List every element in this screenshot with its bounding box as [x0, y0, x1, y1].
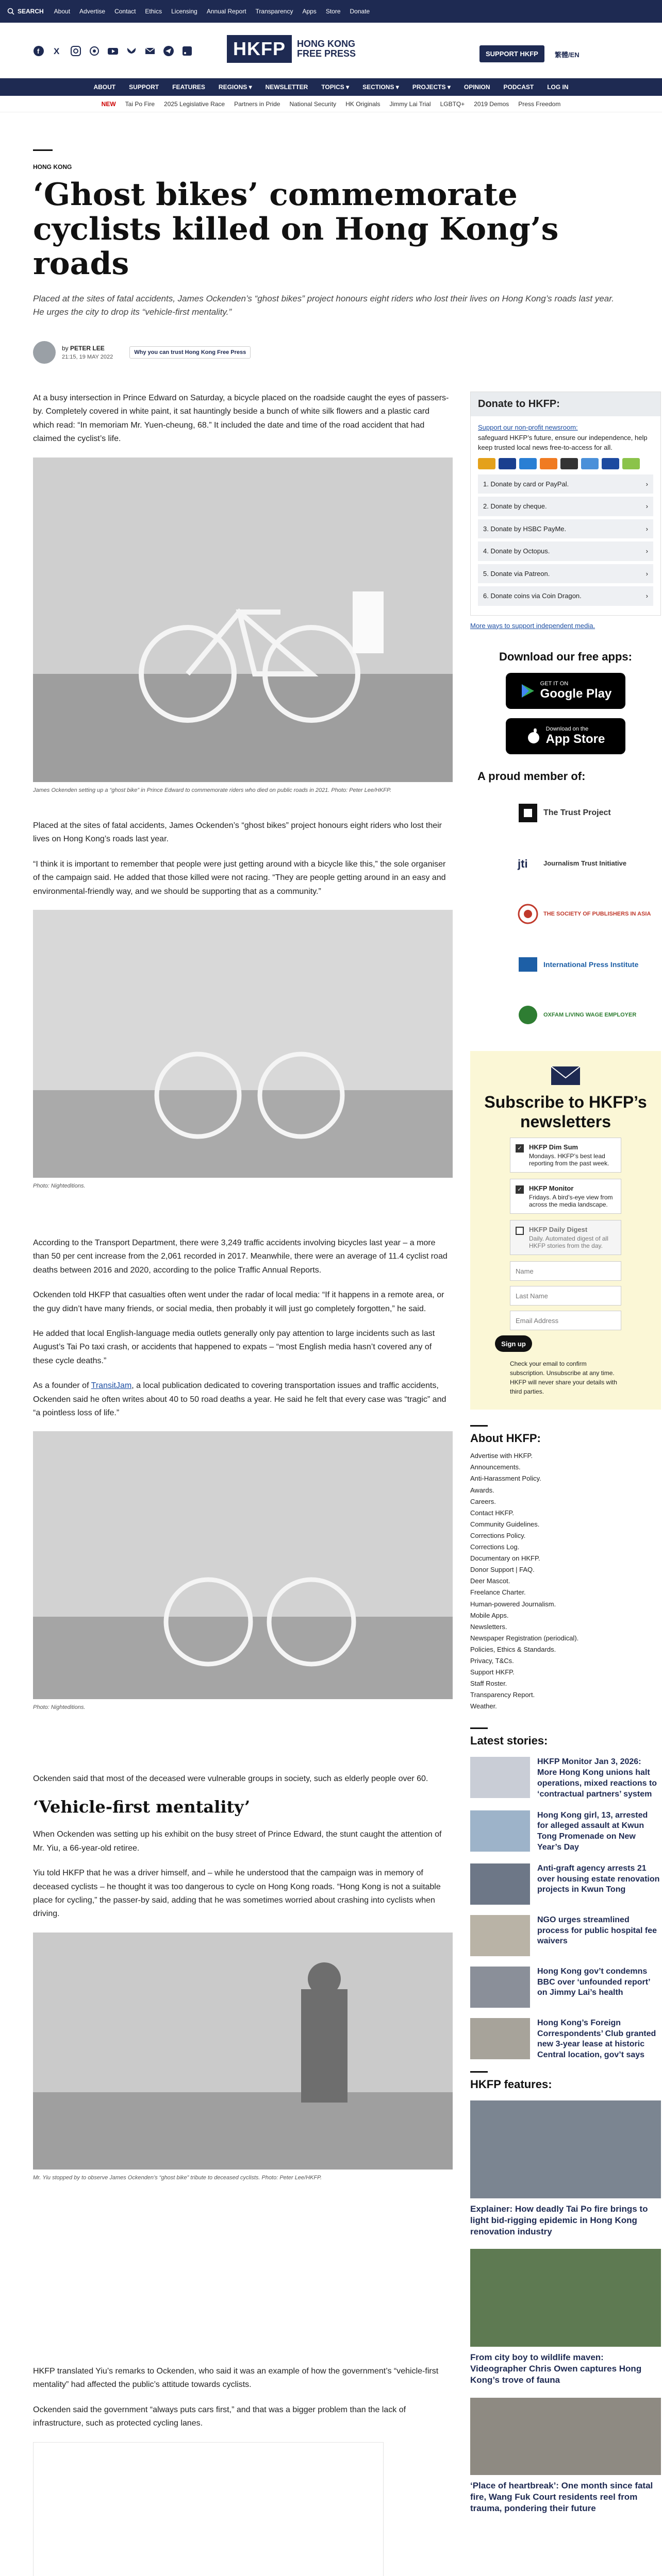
apps-section	[470, 650, 661, 754]
embedded-post	[33, 2442, 384, 2576]
paragraph: At a busy intersection in Prince Edward on Saturday, a bicycle placed on the roadside caught the eyes of passers-by. Completely covered in white paint, it sat hauntingly beside a bunch of white silk flowers and a plastic card which read: “In memoriam Mr. Yuen-cheung, 68.” It included the date and time of the road accident that had claimed the cyclist’s life.	[33, 394, 449, 444]
newsletter-desc: Fridays. A bird’s-eye view from across the media landscape.	[529, 1194, 613, 1209]
about-link[interactable]: Deer Mascot.	[470, 1577, 510, 1585]
about-link[interactable]: Documentary on HKFP.	[470, 1554, 540, 1563]
about-link[interactable]: Weather.	[470, 1702, 497, 1710]
logo-mark: HKFP	[227, 35, 292, 63]
nav-login[interactable]: LOG IN	[547, 83, 569, 91]
paragraph: According to the Transport Department, there were 3,249 traffic accidents involving bicycles last year – a more than 50 per cent increase from the 2,061 recorded in 2017. Meanwhile, there were an average of 11.4 cyclist road deaths between 2016 and 2020, according to the police Traffic Annual Reports.	[33, 1239, 448, 1275]
about-link[interactable]: Advertise with HKFP.	[470, 1452, 533, 1460]
story-title: HKFP Monitor Jan 3, 2026: More Hong Kong unions halt operations, mixed reactions to ‘contractual partners’ system	[537, 1757, 657, 1799]
rss-icon[interactable]	[181, 45, 193, 57]
section-heading: ‘Vehicle-first mentality’	[33, 1797, 251, 1817]
about-link[interactable]: Freelance Charter.	[470, 1588, 526, 1597]
story-thumbnail	[470, 1810, 530, 1852]
newsletter-name: HKFP Monitor	[529, 1184, 574, 1193]
photo-caption: Mr. Yiu stopped by to observe James Ockenden’s “ghost bike” tribute to deceased cyclists. Photo: Peter Lee/HKFP.	[33, 2174, 322, 2181]
nav-features[interactable]: FEATURES	[172, 83, 205, 91]
main-nav	[0, 78, 662, 96]
paragraph: Placed at the sites of fatal accidents, James Ockenden’s “ghost bikes” project honours eight riders who lost their lives on Hong Kong’s roads last year.	[33, 821, 442, 844]
util-link-store[interactable]: Store	[325, 8, 341, 15]
util-link-licensing[interactable]: Licensing	[171, 8, 197, 15]
newsletter-option-dim-sum[interactable]	[510, 1138, 621, 1173]
name-field[interactable]: Name	[510, 1261, 621, 1281]
payme-icon	[622, 458, 640, 469]
checkbox-unchecked-icon[interactable]	[516, 1227, 524, 1235]
email-icon[interactable]	[144, 45, 156, 57]
about-link[interactable]: Human-powered Journalism.	[470, 1600, 556, 1608]
about-link[interactable]: Transparency Report.	[470, 1691, 535, 1699]
donate-title: Donate to HKFP:	[471, 392, 660, 416]
feature-image[interactable]	[470, 2100, 661, 2198]
donate-option-label: 2. Donate by cheque.	[483, 502, 547, 510]
story-thumbnail	[470, 1863, 530, 1905]
member-title: A proud member of:	[477, 769, 586, 783]
google-play-badge[interactable]	[506, 673, 625, 709]
story-item[interactable]	[470, 1915, 661, 1956]
member-name: OXFAM LIVING WAGE EMPLOYER	[543, 1011, 637, 1018]
member-name: THE SOCIETY OF PUBLISHERS IN ASIA	[543, 910, 651, 917]
about-link[interactable]: Newspaper Registration (periodical).	[470, 1634, 579, 1642]
newsletter-name: HKFP Daily Digest	[529, 1226, 588, 1234]
trust-link-label: Why you can trust Hong Kong Free Press	[134, 349, 246, 355]
donate-option[interactable]	[478, 497, 653, 516]
member-name: The Trust Project	[543, 808, 611, 817]
apple-pay-icon	[560, 458, 578, 469]
last-name-field[interactable]: Last Name	[510, 1286, 621, 1306]
chevron-right-icon: ›	[646, 592, 648, 600]
member-logo[interactable]	[517, 893, 661, 935]
about-link[interactable]: Mobile Apps.	[470, 1611, 509, 1619]
article-body-top	[33, 392, 453, 794]
member-logo[interactable]	[517, 994, 661, 1036]
photo-caption: Photo: Nighteditions.	[33, 1182, 86, 1189]
support-hkfp-button[interactable]: SUPPORT HKFP	[479, 45, 544, 62]
language-switch[interactable]: 繁體/EN	[555, 51, 580, 59]
about-section	[470, 1425, 661, 1712]
bicycle-photo-illustration	[33, 910, 453, 1178]
site-header	[0, 23, 662, 78]
about-link[interactable]: Community Guidelines.	[470, 1520, 540, 1528]
chevron-right-icon: ›	[646, 569, 648, 578]
social-links	[33, 45, 193, 57]
util-link-about[interactable]: About	[54, 8, 71, 15]
member-logo[interactable]	[517, 843, 661, 884]
logo-line-1: HONG KONG	[297, 39, 356, 49]
feature-image[interactable]	[470, 2398, 661, 2475]
x-twitter-icon[interactable]	[52, 45, 63, 57]
divider	[470, 1727, 488, 1729]
nav-projects[interactable]: PROJECTS ▾	[412, 83, 451, 91]
paypal-icon	[602, 458, 619, 469]
site-logo[interactable]	[227, 35, 356, 63]
about-title: About HKFP:	[470, 1432, 541, 1445]
search-icon	[7, 8, 14, 15]
nav-opinion[interactable]: OPINION	[464, 83, 490, 91]
svg-text:f: f	[37, 47, 40, 55]
about-link[interactable]: Awards.	[470, 1486, 494, 1494]
nav-about[interactable]: ABOUT	[93, 83, 116, 91]
subnav-item[interactable]: 2025 Legislative Race	[164, 100, 225, 108]
google-play-small: GET IT ON	[540, 680, 569, 687]
story-thumbnail	[470, 2018, 530, 2059]
story-item[interactable]	[470, 1757, 661, 1800]
utility-links	[54, 8, 370, 15]
donate-box	[470, 392, 661, 616]
newsletter-box	[470, 1051, 661, 1410]
donate-option-label: 4. Donate by Octopus.	[483, 547, 550, 555]
trust-link[interactable]	[129, 346, 251, 359]
about-link[interactable]: Privacy, T&Cs.	[470, 1656, 514, 1665]
article-body-2	[33, 819, 453, 1190]
chevron-right-icon: ›	[646, 524, 648, 533]
member-name: International Press Institute	[543, 960, 639, 969]
article-category[interactable]: HONG KONG	[33, 163, 72, 171]
visa-icon	[499, 458, 516, 469]
article-standfirst: Placed at the sites of fatal accidents, James Ockenden’s “ghost bikes” project honours eight riders who lost their lives on Hong Kong’s roads last year. He urges the city to drop its “vehicle-first mentality.”	[33, 293, 614, 317]
nav-support[interactable]: SUPPORT	[129, 83, 159, 91]
app-store-big: App Store	[545, 732, 605, 746]
nav-sections[interactable]: SECTIONS ▾	[362, 83, 399, 91]
nav-newsletter[interactable]: NEWSLETTER	[265, 83, 308, 91]
chevron-right-icon: ›	[646, 502, 648, 510]
paragraph: HKFP translated Yiu’s remarks to Ockenden, who said it was an example of how the government’s “vehicle-first mentality” had affected the public’s attitude towards cyclists.	[33, 2367, 439, 2389]
logo-text	[297, 39, 356, 59]
newsletter-title: Subscribe to HKFP’s newsletters	[484, 1092, 647, 1131]
svg-text:X: X	[54, 46, 60, 56]
app-store-small: Download on the	[545, 725, 589, 732]
paragraph: Ockenden told HKFP that casualties often went under the radar of local media: “If it happens in a remote area, or the guy didn’t have many friends, or social media, then probably it will just go completely forgotten,” he said.	[33, 1291, 444, 1313]
about-link[interactable]: Corrections Log.	[470, 1543, 520, 1551]
oxfam-icon	[517, 1004, 539, 1026]
bicycle-photo-illustration	[33, 457, 453, 782]
nav-topics[interactable]: TOPICS ▾	[321, 83, 350, 91]
paragraph: He added that local English-language media outlets generally only pay attention to large incidents such as last August’s Tai Po taxi crash, or accidents that happened to expats – “most English media hasn’t covered any of these cycle deaths.”	[33, 1329, 435, 1365]
newsletter-name: HKFP Dim Sum	[529, 1143, 578, 1151]
mail-icon	[550, 1064, 581, 1087]
nav-regions[interactable]: REGIONS ▾	[218, 83, 252, 91]
author-prefix: by	[62, 345, 69, 352]
author-line	[62, 345, 113, 352]
donate-option[interactable]	[478, 474, 653, 494]
paragraph-part: , a local publication dedicated to covering transportation issues and traffic accidents, Ockenden said he often writes about 40 to 50 road deaths a year. He said he felt that every case was “tragic” and “a pointless loss of life.”	[33, 1381, 446, 1417]
latest-stories	[470, 1727, 661, 2061]
donate-text: safeguard HKFP’s future, ensure our independence, help keep trusted local news free-to-access for all.	[478, 433, 648, 451]
jti-icon	[517, 852, 539, 875]
about-link[interactable]: Announcements.	[470, 1463, 521, 1471]
divider	[33, 149, 53, 151]
more-ways-link[interactable]: More ways to support independent media.	[470, 621, 595, 630]
story-thumbnail	[470, 1757, 530, 1798]
newsletter-desc: Daily. Automated digest of all HKFP stories from the day.	[529, 1235, 608, 1250]
util-link-annual-report[interactable]: Annual Report	[206, 8, 246, 15]
donate-option[interactable]	[478, 519, 653, 539]
subnav-item[interactable]: LGBTQ+	[440, 100, 465, 108]
photo-caption: James Ockenden setting up a “ghost bike” in Prince Edward to commemorate riders who died on public roads in 2021. Photo: Peter Lee/HKFP.	[33, 787, 392, 793]
donate-option-label: 5. Donate via Patreon.	[483, 569, 550, 578]
subnav-item[interactable]: 2019 Demos	[474, 100, 509, 108]
util-link-ethics[interactable]: Ethics	[145, 8, 162, 15]
author-avatar	[33, 341, 56, 364]
story-item[interactable]	[470, 2018, 661, 2061]
util-link-transparency[interactable]: Transparency	[255, 8, 293, 15]
checkbox-checked-icon[interactable]: ✓	[516, 1185, 524, 1194]
subnav-item[interactable]: Partners in Pride	[234, 100, 280, 108]
byline	[33, 341, 251, 364]
util-link-contact[interactable]: Contact	[114, 8, 136, 15]
about-link[interactable]: Donor Support | FAQ.	[470, 1566, 535, 1574]
feature-image[interactable]	[470, 2249, 661, 2347]
features-title: HKFP features:	[470, 2078, 552, 2091]
support-newsroom-link[interactable]: Support our non-profit newsroom:	[478, 423, 578, 431]
donate-option[interactable]	[478, 586, 653, 606]
chevron-right-icon: ›	[646, 547, 648, 555]
story-item[interactable]	[470, 1863, 661, 1905]
payment-logos	[478, 458, 653, 469]
latest-title: Latest stories:	[470, 1734, 548, 1748]
google-play-icon	[520, 683, 535, 699]
publish-date: 21:15, 19 MAY 2022	[62, 354, 113, 360]
about-link[interactable]: Contact HKFP.	[470, 1509, 515, 1517]
story-title: NGO urges streamlined process for public hospital fee waivers	[537, 1915, 657, 1946]
story-title: Hong Kong gov’t condemns BBC over ‘unfounded report’ on Jimmy Lai’s health	[537, 1967, 650, 1997]
features-section	[470, 2071, 661, 2514]
google-play-big: Google Play	[540, 686, 612, 701]
donate-option[interactable]	[478, 564, 653, 584]
discover-icon	[540, 458, 557, 469]
member-section	[470, 770, 661, 1036]
svg-text:jti: jti	[518, 857, 528, 870]
facebook-icon[interactable]	[33, 45, 44, 57]
donate-option[interactable]	[478, 541, 653, 561]
sidebar	[470, 392, 661, 2526]
divider	[470, 1425, 488, 1427]
paragraph: When Ockenden was setting up his exhibit on the busy street of Prince Edward, the stunt caught the attention of Mr. Yiu, a 66-year-old retiree.	[33, 1830, 442, 1853]
member-logo[interactable]	[517, 944, 661, 985]
feature-title[interactable]: Explainer: How deadly Tai Po fire brings to light bid-rigging epidemic in Hong Kong renovation industry	[470, 2204, 648, 2237]
donate-option-label: 6. Donate coins via Coin Dragon.	[483, 592, 582, 600]
article-body-5	[33, 2365, 453, 2576]
paragraph: Ockenden said that most of the deceased were vulnerable groups in society, such as elderly people over 60.	[33, 1774, 428, 1783]
app-store-badge[interactable]	[506, 718, 625, 754]
donate-option-label: 3. Donate by HSBC PayMe.	[483, 524, 567, 533]
youtube-icon[interactable]	[107, 45, 119, 57]
photo-ghost-bike	[33, 457, 453, 782]
paragraph: Yiu told HKFP that he was a driver himself, and – while he understood that the campaign was in memory of deceased cyclists – he thought it was too dangerous to cycle on Hong Kong roads. “Hong Kong is not a suitable place for cycling,” the passer-by said, adding that he was sometimes worried about crashing into cyclists when driving.	[33, 1869, 441, 1919]
checkbox-checked-icon[interactable]: ✓	[516, 1144, 524, 1153]
apple-icon	[526, 728, 541, 744]
photo-caption: Photo: Nighteditions.	[33, 1704, 86, 1711]
bluesky-icon[interactable]	[126, 45, 137, 57]
apps-title: Download our free apps:	[499, 650, 632, 663]
newsletter-option-daily-digest[interactable]	[510, 1220, 621, 1255]
utility-bar	[0, 0, 662, 23]
feature-title[interactable]: From city boy to wildlife maven: Videographer Chris Owen captures Hong Kong’s trove of fauna	[470, 2352, 642, 2385]
bicycle-photo-illustration	[33, 1431, 453, 1699]
photo-bicycle-2	[33, 910, 453, 1178]
about-link[interactable]: Newsletters.	[470, 1622, 507, 1631]
about-link[interactable]: Careers.	[470, 1497, 496, 1505]
story-item[interactable]	[470, 1810, 661, 1853]
about-link[interactable]: Anti-Harassment Policy.	[470, 1475, 541, 1483]
divider	[470, 2071, 488, 2073]
chevron-right-icon: ›	[646, 480, 648, 488]
about-links	[470, 1450, 661, 1712]
story-title: Hong Kong’s Foreign Correspondents’ Club granted new 3-year lease at historic Central location, gov’t says	[537, 2018, 656, 2060]
author-name[interactable]: PETER LEE	[70, 345, 105, 352]
ipi-icon	[517, 953, 539, 976]
about-link[interactable]: Support HKFP.	[470, 1668, 515, 1676]
donate-option-label: 1. Donate by card or PayPal.	[483, 480, 569, 488]
member-name: Journalism Trust Initiative	[543, 859, 627, 867]
new-badge: NEW	[101, 100, 116, 108]
search-label: SEARCH	[18, 8, 44, 15]
street-photo-illustration	[33, 1933, 453, 2170]
instagram-icon[interactable]	[70, 45, 81, 57]
story-thumbnail	[470, 1967, 530, 2008]
photo-mr-yiu	[33, 1933, 453, 2170]
photo-bicycle-3	[33, 1431, 453, 1699]
subnav-item[interactable]: Jimmy Lai Trial	[389, 100, 431, 108]
newsletter-note: Check your email to confirm subscription. Unsubscribe at any time. HKFP will never share your details with third parties.	[510, 1360, 617, 1396]
util-link-apps[interactable]: Apps	[302, 8, 317, 15]
story-title: Hong Kong girl, 13, arrested for alleged assault at Kwun Tong Promenade on New Year’s Day	[537, 1810, 648, 1852]
email-field[interactable]: Email Address	[510, 1311, 621, 1330]
paragraph: Ockenden said the government “always puts cars first,” and that was a bigger problem than the lack of infrastructure, such as protected cycling lanes.	[33, 2405, 406, 2428]
sub-nav	[0, 96, 662, 112]
amex-icon	[519, 458, 537, 469]
story-thumbnail	[470, 1915, 530, 1956]
nav-podcast[interactable]: PODCAST	[503, 83, 534, 91]
util-link-advertise[interactable]: Advertise	[79, 8, 106, 15]
about-link[interactable]: Staff Roster.	[470, 1680, 507, 1688]
subnav-item[interactable]: HK Originals	[345, 100, 380, 108]
subnav-item[interactable]: National Security	[289, 100, 337, 108]
newsletter-option-monitor[interactable]	[510, 1179, 621, 1214]
sopa-icon	[517, 903, 539, 925]
google-pay-icon	[581, 458, 599, 469]
story-item[interactable]	[470, 1967, 661, 2008]
search-toggle[interactable]	[7, 8, 44, 15]
about-link[interactable]: Corrections Policy.	[470, 1531, 526, 1539]
trust-project-icon	[517, 802, 539, 824]
transitjam-link[interactable]: TransitJam	[91, 1381, 132, 1391]
article-header	[33, 149, 629, 319]
feature-title[interactable]: ‘Place of heartbreak’: One month since fatal fire, Wang Fuk Court residents reel from trauma, pondering their future	[470, 2480, 653, 2513]
telegram-icon[interactable]	[163, 45, 174, 57]
story-title: Anti-graft agency arrests 21 over housing estate renovation projects in Kwun Tong	[537, 1863, 660, 1894]
paragraph-part: As a founder of	[33, 1381, 91, 1391]
threads-icon[interactable]	[89, 45, 100, 57]
member-logo[interactable]	[517, 792, 661, 834]
newsletter-desc: Mondays. HKFP’s best lead reporting from the past week.	[529, 1153, 609, 1167]
mastercard-icon	[478, 458, 495, 469]
paragraph	[33, 1379, 453, 1420]
util-link-donate[interactable]: Donate	[350, 8, 370, 15]
article-body-3	[33, 1236, 453, 1712]
logo-line-2: FREE PRESS	[297, 48, 356, 59]
subnav-item[interactable]: Tai Po Fire	[125, 100, 155, 108]
subnav-item[interactable]: Press Freedom	[518, 100, 561, 108]
article-title: ‘Ghost bikes’ commemorate cyclists killed on Hong Kong’s roads	[33, 177, 559, 282]
signup-button[interactable]: Sign up	[495, 1335, 532, 1352]
article-body-4	[33, 1772, 453, 2182]
paragraph: “I think it is important to remember that people were just getting around with a bicycle like this,” the sole organiser of the campaign said. He added that those killed were not racing. “They are people getting around in an easy and environmental-friendly way, and we should be supporting that as a community.”	[33, 859, 446, 896]
about-link[interactable]: Policies, Ethics & Standards.	[470, 1645, 556, 1653]
